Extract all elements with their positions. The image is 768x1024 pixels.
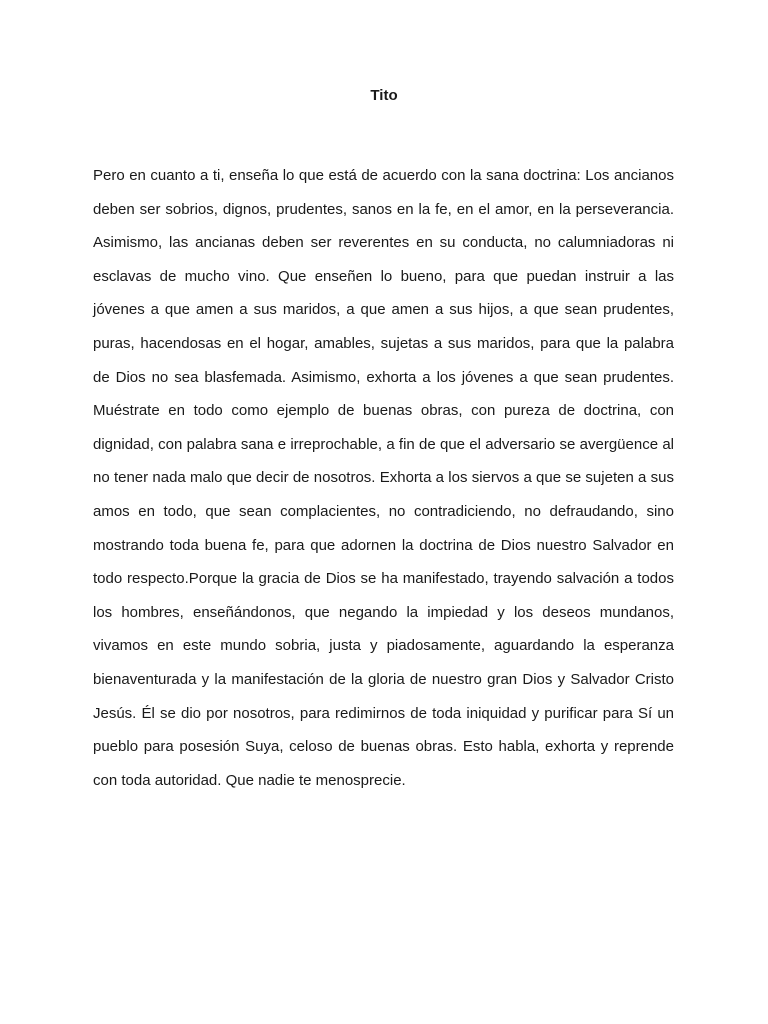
document-body-paragraph: Pero en cuanto a ti, enseña lo que está de acuerdo con la sana doctrina: Los ancianos deben ser sobrios, dignos, prudentes, sanos en la fe, en el amor, en la perseverancia. Asimismo, las ancianas deben ser reverentes en su conducta, no calumniadoras ni esclavas de mucho vino. Que enseñen lo bueno, para que puedan instruir a las jóvenes a que amen a sus maridos, a que amen a sus hijos, a que sean prudentes, puras, hacendosas en el hogar, amables, sujetas a sus maridos, para que la palabra de Dios no sea blasfemada. Asimismo, exhorta a los jóvenes a que sean prudentes. Muéstrate en todo como ejemplo de buenas obras, con pureza de doctrina, con dignidad, con palabra sana e irreprochable, a fin de que el adversario se avergüence al no tener nada malo que decir de nosotros. Exhorta a los siervos a que se sujeten a sus amos en todo, que sean complacientes, no contradiciendo, no defraudando, sino mostrando toda buena fe, para que adornen la doctrina de Dios nuestro Salvador en todo respecto.Porque la gracia de Dios se ha manifestado, trayendo salvación a todos los hombres, enseñándonos, que negando la impiedad y los deseos mundanos, vivamos en este mundo sobria, justa y piadosamente, aguardando la esperanza bienaventurada y la manifestación de la gloria de nuestro gran Dios y Salvador Cristo Jesús. Él se dio por nosotros, para redimirnos de toda iniquidad y purificar para Sí un pueblo para posesión Suya, celoso de buenas obras. Esto habla, exhorta y reprende con toda autoridad. Que nadie te menosprecie. xyxy=(93,167,674,789)
document-title: Tito xyxy=(370,87,398,104)
